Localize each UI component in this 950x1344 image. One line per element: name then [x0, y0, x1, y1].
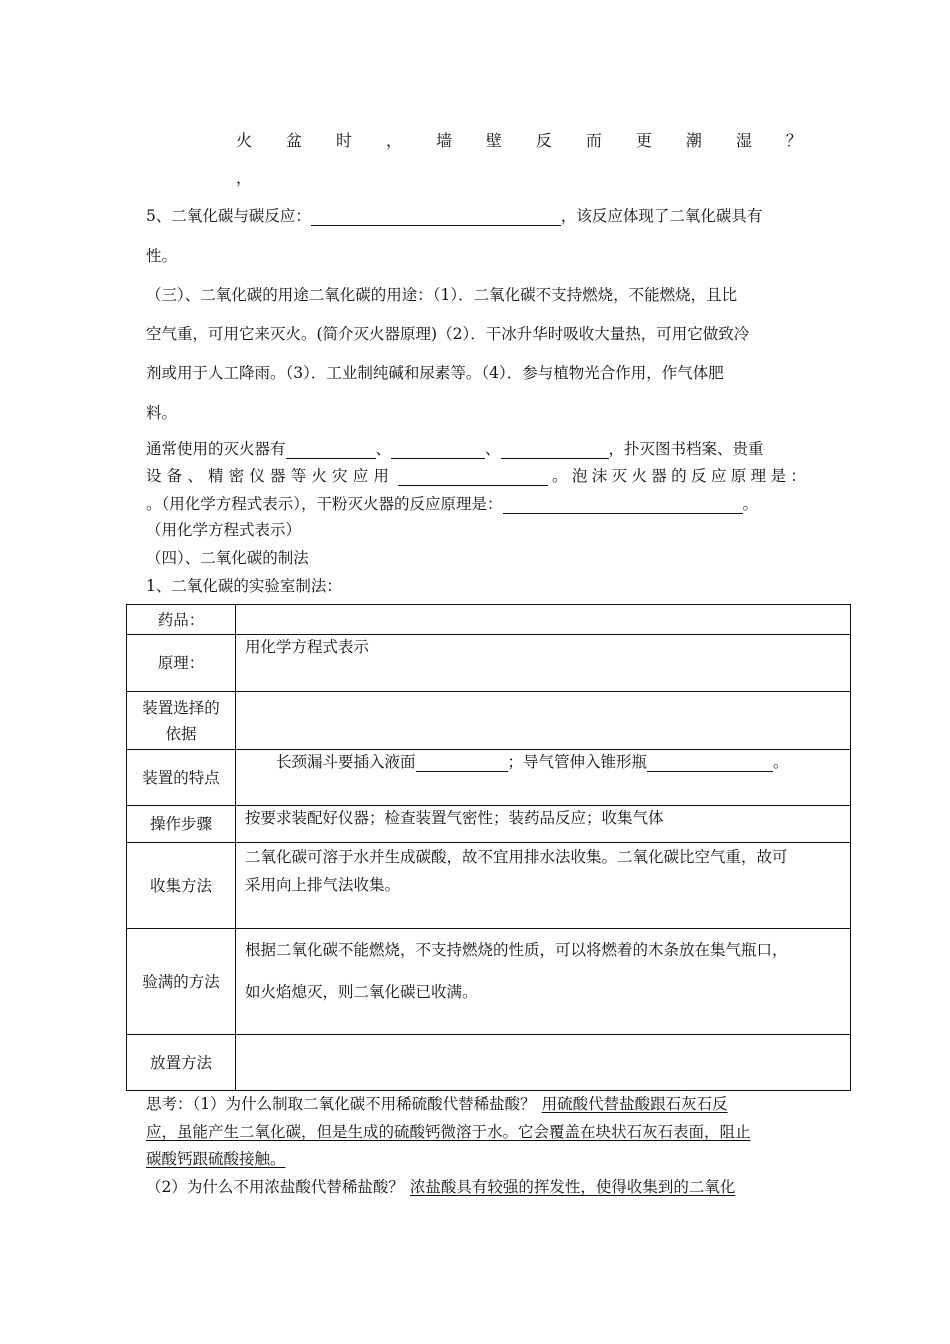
spaced-char: ，: [385, 131, 402, 150]
section3-line1: （三）、二氧化碳的用途二氧化碳的用途：（1）．二氧化碳不支持燃烧，不能燃烧，且比: [146, 286, 738, 304]
extinguisher-text: 通常使用的灭火器有: [146, 440, 286, 458]
extinguisher-line4: （用化学方程式表示）: [146, 521, 302, 539]
spaced-char: 等: [290, 467, 307, 485]
think-q2-line: [146, 1177, 735, 1197]
table-row: [127, 929, 851, 1035]
spaced-char: 湿: [735, 131, 752, 150]
think-q1-answer: 用硫酸代替盐酸跟石灰石反: [541, 1095, 728, 1113]
q5-prefix: 5、二氧化碳与碳反应：: [146, 207, 311, 225]
table-row: [127, 843, 851, 929]
spaced-char: 火: [631, 467, 647, 485]
period: 。: [773, 753, 789, 771]
row-label: 放置方法: [127, 1035, 236, 1091]
extinguisher-line2-spread: [146, 466, 389, 486]
extinguisher-text: 。（用化学方程式表示），干粉灭火器的反应原理是：: [146, 495, 503, 513]
section4-title: （四）、二氧化碳的制法: [146, 549, 309, 567]
row-label: 装置的特点: [127, 750, 236, 806]
extinguisher-blank-4[interactable]: [398, 469, 548, 486]
spaced-char: 用: [373, 467, 389, 485]
spaced-char: 原: [730, 467, 747, 485]
spaced-char: 潮: [685, 131, 702, 150]
row-value[interactable]: 用化学方程式表示: [236, 635, 851, 692]
spaced-char: 更: [635, 131, 652, 150]
row-value: 按要求装配好仪器；检查装置气密性；装药品反应；收集气体: [236, 806, 851, 843]
row-text-line2: 如火焰熄灭，则二氧化碳已收满。: [245, 983, 478, 1001]
extinguisher-blank-2[interactable]: [391, 442, 485, 459]
table-row: [127, 605, 851, 635]
extinguisher-blank-3[interactable]: [501, 442, 609, 459]
extinguisher-line2: [146, 466, 806, 486]
row-text-line1: 二氧化碳可溶于水并生成碳酸，故不宜用排水法收集。二氧化碳比空气重，故可: [245, 848, 788, 866]
row-value: [236, 843, 851, 929]
spaced-char: 器: [270, 467, 286, 485]
q5-answer-blank[interactable]: [311, 209, 561, 226]
extinguisher-blank-5[interactable]: [503, 497, 743, 514]
row-text-line2: 采用向上排气法收集。: [245, 876, 401, 894]
spaced-char: 盆: [285, 131, 302, 150]
row-value: [236, 750, 851, 806]
spaced-char: 应: [352, 467, 369, 485]
spaced-char: 时: [335, 131, 352, 150]
spaced-char: 火: [236, 131, 253, 150]
think-q1-line3: 碳酸钙跟硫酸接触。: [146, 1150, 286, 1168]
think-q1-question: 思考：（1）为什么制取二氧化碳不用稀硫酸代替稀盐酸？: [146, 1095, 536, 1113]
row-value-blank[interactable]: [236, 1035, 851, 1091]
spaced-char: ：: [790, 467, 806, 485]
period: 。: [742, 495, 759, 513]
spaced-char: 设: [146, 467, 162, 485]
table-row: [127, 1035, 851, 1091]
separator: 、: [375, 440, 392, 458]
spaced-char: 泡: [571, 467, 588, 485]
extinguisher-blank-1[interactable]: [286, 442, 376, 459]
extinguisher-text: ，扑灭图书档案、贵重: [608, 440, 764, 458]
table-row: [127, 635, 851, 692]
spaced-question-line: [236, 128, 802, 151]
spaced-char: 反: [535, 131, 552, 150]
spaced-char: 壁: [485, 131, 502, 150]
think-q1-line2: 应，虽能产生二氧化碳，但是生成的硫酸钙微溶于水。它会覆盖在块状石灰石表面，阻止: [146, 1123, 751, 1141]
row-label: 药品：: [127, 605, 236, 635]
spaced-char: 备: [166, 467, 183, 485]
lab-preparation-table: [126, 604, 851, 1091]
row-label: 验满的方法: [127, 929, 236, 1035]
table-row: [127, 750, 851, 806]
row-label: 操作步骤: [127, 806, 236, 843]
extinguisher-line3: [146, 494, 758, 514]
spaced-char: 密: [228, 467, 245, 485]
row-value: [236, 929, 851, 1035]
comma-line: ，: [236, 169, 252, 187]
spaced-char: 而: [585, 131, 602, 150]
spaced-char: 沫: [591, 467, 608, 485]
row-value-blank[interactable]: [236, 605, 851, 635]
spaced-char: 应: [710, 467, 727, 485]
think-q2-question: （2）为什么不用浓盐酸代替稀盐酸？: [146, 1178, 404, 1196]
spaced-char: 精: [208, 467, 224, 485]
row-label-line1: 装置选择的: [142, 698, 220, 717]
think-q2-answer: 浓盐酸具有较强的挥发性，使得收集到的二氧化: [409, 1178, 736, 1196]
extinguisher-line1: [146, 439, 764, 459]
think-q1-line1: [146, 1094, 728, 1114]
q5-line2: 性。: [146, 247, 178, 265]
row-label: [127, 692, 236, 750]
section4-sub: 1、二氧化碳的实验室制法：: [146, 577, 342, 595]
spaced-char: 反: [691, 467, 707, 485]
row-label: 原理：: [127, 635, 236, 692]
spaced-char: 器: [651, 467, 667, 485]
spaced-char: 火: [311, 467, 327, 485]
spaced-char: 、: [187, 467, 203, 485]
spaced-char: 。: [552, 467, 568, 485]
row-text: 长颈漏斗要插入液面: [276, 753, 416, 771]
spaced-char: ？: [785, 131, 802, 150]
liquid-level-blank[interactable]: [416, 755, 508, 772]
spaced-char: 理: [750, 467, 767, 485]
spaced-char: 的: [671, 467, 687, 485]
separator: 、: [485, 440, 501, 458]
row-label-line2: 依据: [165, 724, 197, 743]
table-row: [127, 806, 851, 843]
table-row: [127, 692, 851, 750]
q5-suffix: ，该反应体现了二氧化碳具有: [560, 207, 763, 225]
section3-line4: 料。: [146, 404, 178, 422]
spaced-char: 墙: [435, 131, 452, 150]
row-text-line1: 根据二氧化碳不能燃烧，不支持燃烧的性质，可以将燃着的木条放在集气瓶口，: [245, 941, 788, 959]
row-value-blank[interactable]: [236, 692, 851, 750]
row-label: 收集方法: [127, 843, 236, 929]
spaced-char: 灾: [332, 467, 348, 485]
extinguisher-line2-tail: [552, 466, 806, 486]
spaced-char: 是: [770, 467, 786, 485]
flask-blank[interactable]: [647, 755, 773, 772]
spaced-char: 灭: [611, 467, 628, 485]
section3-line3: 剂或用于人工降雨。（3）．工业制纯碱和尿素等。（4）．参与植物光合作用，作气体肥: [146, 364, 724, 382]
spaced-char: 仪: [249, 467, 265, 485]
q5-line: [146, 206, 762, 226]
row-text: ；导气管伸入锥形瓶: [507, 753, 648, 771]
section3-line2: 空气重，可用它来灭火。(简介灭火器原理)（2）．干冰升华时吸收大量热，可用它做致冷: [146, 325, 750, 343]
